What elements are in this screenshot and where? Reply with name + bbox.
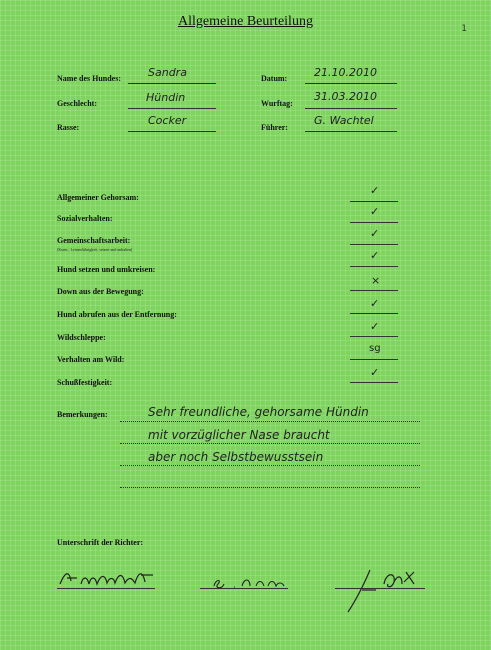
date-value: 21.10.2010 <box>314 66 377 79</box>
criterion-label: Down aus der Bewegung: <box>57 287 144 296</box>
litter-date-value: 31.03.2010 <box>314 90 377 103</box>
dog-name-label: Name des Hundes: <box>57 74 122 83</box>
remarks-line-text: mit vorzüglicher Nase braucht <box>148 428 330 442</box>
remarks-label: Bemerkungen: <box>57 410 108 419</box>
criterion-line <box>350 359 398 360</box>
dog-name-line <box>128 83 216 84</box>
handler-line <box>305 131 397 132</box>
criterion-line <box>350 222 398 223</box>
remarks-line <box>120 465 420 466</box>
page-number: 1 <box>461 24 467 34</box>
criterion-label: Wildschleppe: <box>57 333 106 342</box>
criterion-line <box>350 382 398 383</box>
sex-line <box>128 108 216 109</box>
remarks-line-text: aber noch Selbstbewusstsein <box>148 450 324 464</box>
form-title: Allgemeine Beurteilung <box>178 14 313 29</box>
criterion-label: Allgemeiner Gehorsam: <box>57 193 139 202</box>
criterion-mark: ✓ <box>370 249 380 262</box>
criterion-mark: ✓ <box>370 297 380 310</box>
criterion-mark: ✓ <box>370 320 380 333</box>
criterion-line <box>350 201 398 202</box>
criterion-label: Schußfestigkeit: <box>57 378 113 387</box>
criterion-line <box>350 290 398 291</box>
litter-date-label: Wurftag: <box>261 99 293 108</box>
judge-signature-1 <box>57 566 157 592</box>
breed-value: Cocker <box>148 114 187 127</box>
litter-date-line <box>305 108 397 109</box>
criterion-label: Hund setzen und umkreisen: <box>57 265 156 274</box>
criterion-label: Hund abrufen aus der Entfernung: <box>57 310 177 319</box>
criterion-note: (Kontr., Leinenführigkeit, setzen und anhalten) <box>57 247 133 252</box>
criterion-mark: ✓ <box>370 227 380 240</box>
criterion-label: Gemeinschaftsarbeit: <box>57 236 131 245</box>
date-label: Datum: <box>261 74 288 83</box>
criterion-mark: ✓ <box>370 205 380 218</box>
criterion-line <box>350 336 398 337</box>
remarks-line-text: Sehr freundliche, gehorsame Hündin <box>148 405 369 419</box>
judge-signature-2 <box>210 572 290 592</box>
criterion-line <box>350 266 398 267</box>
sex-label: Geschlecht: <box>57 99 97 108</box>
criterion-mark: sg <box>369 343 381 354</box>
remarks-line <box>120 421 420 422</box>
criterion-line <box>350 313 398 314</box>
judges-label: Unterschrift der Richter: <box>57 538 144 547</box>
handler-label: Führer: <box>261 123 288 132</box>
judge-signature-3 <box>340 560 430 618</box>
criterion-label: Verhalten am Wild: <box>57 355 125 364</box>
remarks-line <box>120 443 420 444</box>
breed-label: Rasse: <box>57 123 80 132</box>
criterion-label: Sozialverhalten: <box>57 214 113 223</box>
criterion-mark: ✓ <box>370 184 380 197</box>
handler-value: G. Wachtel <box>314 114 374 127</box>
criterion-line <box>350 244 398 245</box>
criterion-mark: ✓ <box>370 366 380 379</box>
breed-line <box>128 131 216 132</box>
dog-name-value: Sandra <box>148 66 187 79</box>
criterion-mark: × <box>371 274 381 287</box>
remarks-line <box>120 487 420 488</box>
sex-value: Hündin <box>146 91 186 104</box>
date-line <box>305 83 397 84</box>
